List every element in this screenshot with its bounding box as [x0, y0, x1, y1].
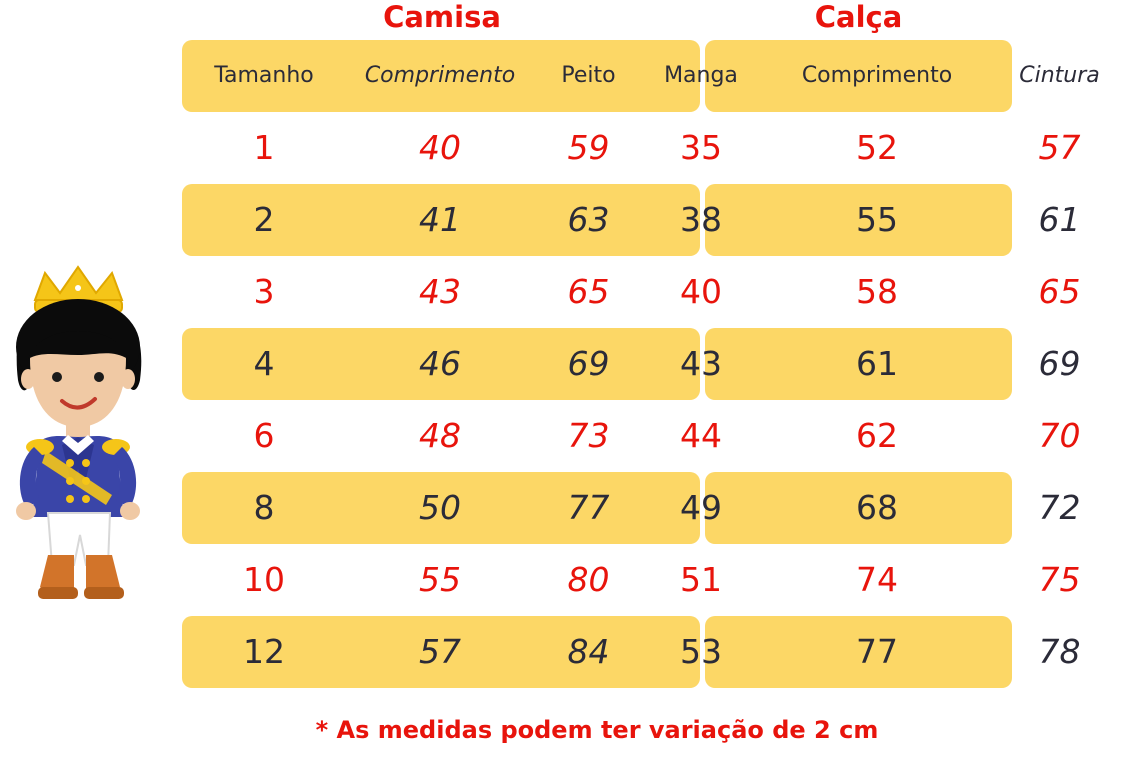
- cell-tamanho: 12: [243, 632, 285, 671]
- cell-calca-comprimento: 52: [856, 128, 898, 167]
- header-camisa-comprimento: Comprimento: [364, 63, 516, 88]
- cell-camisa-comprimento: 40: [419, 128, 461, 167]
- cell-camisa-peito: 73: [567, 416, 610, 455]
- table-header-row: [182, 40, 1100, 112]
- cell-camisa-manga: 38: [680, 200, 722, 239]
- cell-tamanho: 2: [253, 200, 275, 239]
- cell-calca-cintura: 70: [1038, 416, 1081, 455]
- cell-camisa-peito: 84: [567, 632, 610, 671]
- cell-tamanho: 3: [253, 272, 275, 311]
- cell-camisa-comprimento: 55: [419, 560, 461, 599]
- cell-camisa-comprimento: 43: [419, 272, 461, 311]
- table-row: [182, 544, 1081, 616]
- cell-tamanho: 8: [253, 488, 275, 527]
- cell-calca-comprimento: 58: [856, 272, 898, 311]
- cell-camisa-comprimento: 57: [419, 632, 461, 671]
- table-row: [182, 112, 1081, 184]
- cell-calca-comprimento: 74: [856, 560, 898, 599]
- cell-camisa-peito: 65: [567, 272, 610, 311]
- cell-camisa-manga: 40: [680, 272, 722, 311]
- header-camisa-manga: Manga: [664, 63, 738, 88]
- table-row: [182, 256, 1081, 328]
- prince-mascot-illustration: [0, 255, 180, 615]
- cell-tamanho: 10: [243, 560, 285, 599]
- header-calca-cintura: Cintura: [1019, 63, 1100, 88]
- cell-tamanho: 4: [253, 344, 275, 383]
- cell-calca-comprimento: 55: [856, 200, 898, 239]
- cell-camisa-peito: 63: [567, 200, 610, 239]
- cell-camisa-manga: 43: [680, 344, 722, 383]
- header-camisa-peito: Peito: [561, 63, 616, 88]
- table-titles: [182, 0, 1012, 40]
- header-tamanho: Tamanho: [214, 63, 314, 88]
- title-camisa: Camisa: [383, 0, 501, 34]
- cell-camisa-manga: 49: [680, 488, 722, 527]
- cell-calca-comprimento: 68: [856, 488, 898, 527]
- table-row: [182, 400, 1081, 472]
- cell-calca-cintura: 78: [1038, 632, 1081, 671]
- title-calca: Calça: [814, 0, 903, 34]
- table-row: [182, 184, 1081, 256]
- cell-tamanho: 6: [253, 416, 275, 455]
- header-calca-comprimento: Comprimento: [801, 63, 953, 88]
- cell-camisa-comprimento: 41: [419, 200, 461, 239]
- cell-camisa-manga: 35: [680, 128, 722, 167]
- cell-calca-cintura: 69: [1038, 344, 1081, 383]
- cell-tamanho: 1: [253, 128, 275, 167]
- cell-camisa-comprimento: 46: [419, 344, 461, 383]
- cell-calca-cintura: 72: [1038, 488, 1081, 527]
- cell-calca-cintura: 75: [1038, 560, 1081, 599]
- cell-calca-comprimento: 77: [856, 632, 898, 671]
- cell-calca-cintura: 57: [1038, 128, 1081, 167]
- size-tables: [182, 0, 1100, 762]
- cell-calca-comprimento: 61: [856, 344, 898, 383]
- table-row: [182, 472, 1081, 544]
- cell-camisa-peito: 80: [567, 560, 610, 599]
- table-row: [182, 616, 1081, 688]
- cell-camisa-peito: 59: [567, 128, 610, 167]
- cell-camisa-comprimento: 48: [419, 416, 461, 455]
- cell-calca-cintura: 65: [1038, 272, 1081, 311]
- cell-camisa-manga: 53: [680, 632, 722, 671]
- cell-calca-comprimento: 62: [856, 416, 898, 455]
- measurement-footnote: * As medidas podem ter variação de 2 cm: [315, 716, 879, 744]
- cell-camisa-comprimento: 50: [419, 488, 461, 527]
- cell-camisa-manga: 51: [680, 560, 722, 599]
- cell-calca-cintura: 61: [1038, 200, 1081, 239]
- cell-camisa-manga: 44: [680, 416, 722, 455]
- cell-camisa-peito: 77: [567, 488, 610, 527]
- table-row: [182, 328, 1081, 400]
- cell-camisa-peito: 69: [567, 344, 610, 383]
